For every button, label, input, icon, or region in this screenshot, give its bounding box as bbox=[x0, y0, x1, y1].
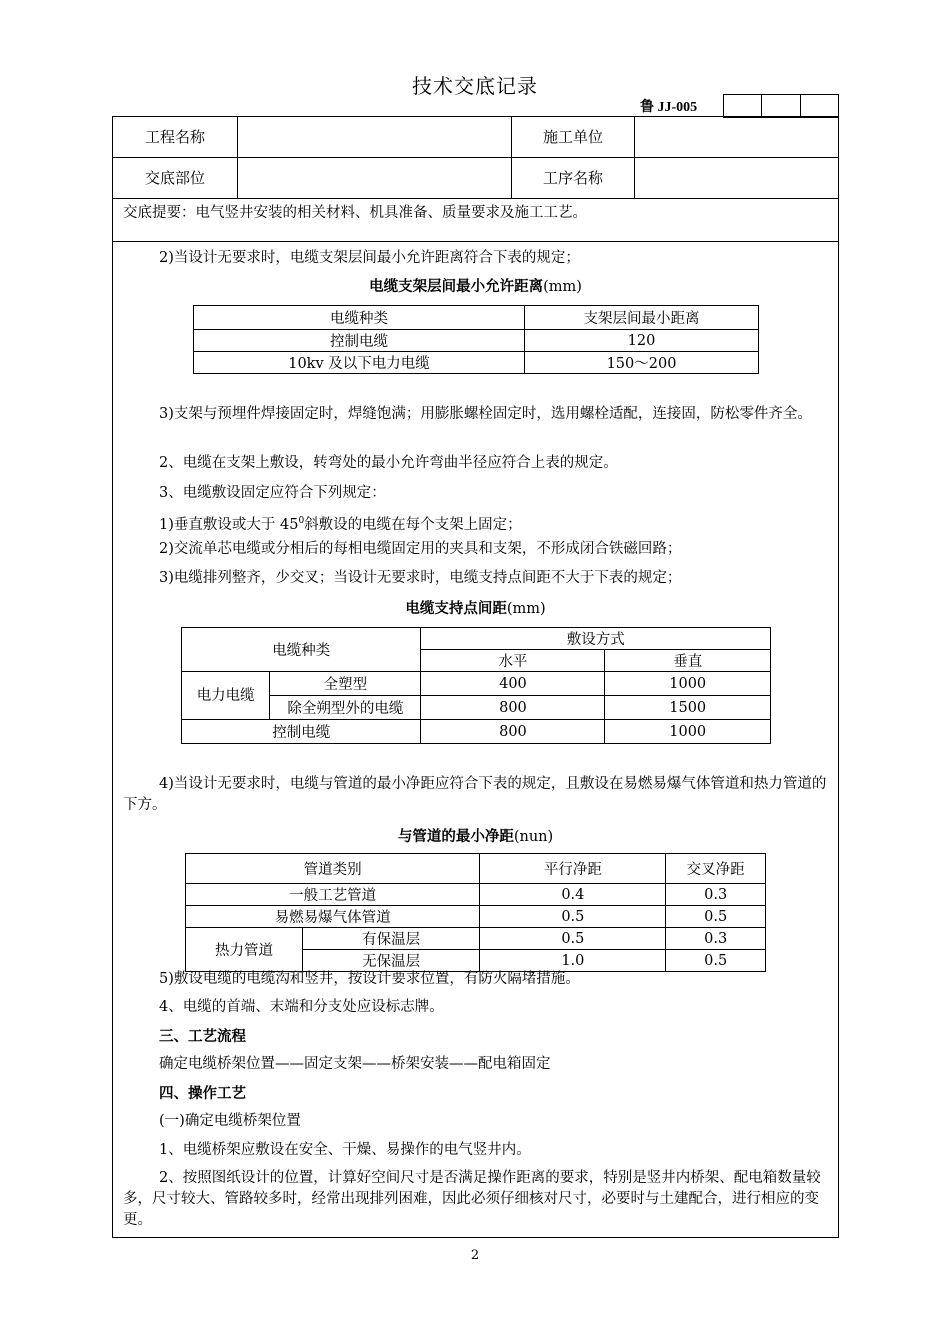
page-number: 2 bbox=[470, 1248, 480, 1263]
table2-power-cable: 电力电缆 bbox=[182, 672, 270, 720]
table-cell: 1000 bbox=[605, 672, 771, 696]
table-support-points bbox=[181, 627, 771, 744]
process-value bbox=[635, 158, 838, 198]
table2-caption: 电缆支持点间距(mm) bbox=[405, 600, 546, 617]
table-cell: 10kv 及以下电力电缆 bbox=[194, 352, 525, 374]
table1-caption: 电缆支架层间最小允许距离(mm) bbox=[369, 278, 582, 295]
table-cell: 除全朔型外的电缆 bbox=[270, 696, 421, 720]
header-row-2 bbox=[113, 158, 838, 199]
table-cell: 0.5 bbox=[480, 928, 666, 950]
table-cell: 1000 bbox=[605, 720, 771, 744]
heading-process-flow: 三、工艺流程 bbox=[159, 1028, 246, 1045]
table-cell: 控制电缆 bbox=[182, 720, 421, 744]
project-name-label: 工程名称 bbox=[113, 117, 238, 157]
process-label: 工序名称 bbox=[512, 158, 635, 198]
para-sign: 4、电缆的首端、末端和分支处应设标志牌。 bbox=[159, 999, 444, 1015]
table-cell: 400 bbox=[421, 672, 605, 696]
para-step-1-1: 1、电缆桥架应敷设在安全、干燥、易操作的电气竖井内。 bbox=[159, 1142, 531, 1158]
table-pipe-distance bbox=[185, 853, 766, 972]
table3-header-parallel: 平行净距 bbox=[480, 854, 666, 884]
table-cell: 无保温层 bbox=[303, 950, 480, 972]
table-cell: 800 bbox=[421, 696, 605, 720]
heading-operation: 四、操作工艺 bbox=[159, 1085, 246, 1102]
construction-unit-label: 施工单位 bbox=[512, 117, 635, 157]
table-cell: 全塑型 bbox=[270, 672, 421, 696]
document-code: 鲁 JJ-005 bbox=[640, 100, 698, 115]
para-step-1: (一)确定电缆桥架位置 bbox=[159, 1113, 301, 1129]
table-cell: 0.5 bbox=[480, 906, 666, 928]
table-cell: 有保温层 bbox=[303, 928, 480, 950]
table-cell: 120 bbox=[525, 330, 759, 352]
document-title: 技术交底记录 bbox=[412, 74, 538, 98]
part-label: 交底部位 bbox=[113, 158, 238, 198]
para-fixing-rules: 3、电缆敷设固定应符合下列规定： bbox=[159, 485, 386, 501]
table-cell: 1500 bbox=[605, 696, 771, 720]
table-support-spacing bbox=[193, 305, 759, 374]
table-cell: 1.0 bbox=[480, 950, 666, 972]
para-single-core: 2)交流单芯电缆或分相后的每相电缆固定用的夹具和支架，不形成闭合铁磁回路； bbox=[159, 541, 682, 557]
table-cell: 150～200 bbox=[525, 352, 759, 374]
table3-header-cross: 交叉净距 bbox=[666, 854, 766, 884]
code-boxes bbox=[723, 94, 839, 118]
table2-header-vertical: 垂直 bbox=[605, 650, 771, 672]
project-name-value bbox=[238, 117, 512, 157]
table-cell: 0.5 bbox=[666, 950, 766, 972]
record-frame bbox=[112, 116, 839, 1238]
table2-header-type: 电缆种类 bbox=[182, 628, 421, 672]
table-cell: 0.5 bbox=[666, 906, 766, 928]
part-value bbox=[238, 158, 512, 198]
para-support-spacing: 2)当设计无要求时，电缆支架层间最小允许距离符合下表的规定； bbox=[159, 250, 580, 266]
table-cell: 控制电缆 bbox=[194, 330, 525, 352]
para-bracket-fixing: 3)支架与预埋件焊接固定时，焊缝饱满；用膨胀螺栓固定时，选用螺栓适配，连接固，防松零件齐全。 bbox=[159, 406, 812, 422]
table-cell: 0.4 bbox=[480, 884, 666, 906]
para-pipe-distance: 4)当设计无要求时，电缆与管道的最小净距应符合下表的规定，且敷设在易燃易爆气体管道和热力管道的下方。 bbox=[123, 776, 827, 813]
table3-header-type: 管道类别 bbox=[186, 854, 480, 884]
table3-heat-pipe: 热力管道 bbox=[186, 928, 303, 972]
table-cell: 800 bbox=[421, 720, 605, 744]
para-step-1-2: 2、按照图纸设计的位置，计算好空间尺寸是否满足操作距离的要求，特别是竖井内桥架、配电箱数量较多，尺寸较大、管路较多时，经常出现排列困难，因此必须仔细核对尺寸，必要时与土建配合，进行相应的变更。 bbox=[123, 1170, 821, 1228]
table3-caption: 与管道的最小净距(nun) bbox=[397, 828, 554, 845]
para-process-flow: 确定电缆桥架位置——固定支架——桥架安装——配电箱固定 bbox=[159, 1056, 551, 1072]
table2-header-horizontal: 水平 bbox=[421, 650, 605, 672]
summary: 交底提要：电气竖井安装的相关材料、机具准备、质量要求及施工工艺。 bbox=[113, 198, 838, 242]
table1-header-type: 电缆种类 bbox=[194, 306, 525, 330]
para-fire-block: 5)敷设电缆的电缆沟和竖井，按设计要求位置，有防火隔堵措施。 bbox=[159, 971, 580, 987]
table-cell: 0.3 bbox=[666, 884, 766, 906]
table2-header-method: 敷设方式 bbox=[421, 628, 771, 650]
para-arrangement: 3)电缆排列整齐，少交叉；当设计无要求时，电缆支持点间距不大于下表的规定； bbox=[159, 570, 682, 586]
construction-unit-value bbox=[635, 117, 838, 157]
table-cell: 一般工艺管道 bbox=[186, 884, 480, 906]
table-cell: 0.3 bbox=[666, 928, 766, 950]
para-bend-radius: 2、电缆在支架上敷设，转弯处的最小允许弯曲半径应符合上表的规定。 bbox=[159, 455, 618, 471]
table1-header-distance: 支架层间最小距离 bbox=[525, 306, 759, 330]
table-cell: 易燃易爆气体管道 bbox=[186, 906, 480, 928]
para-vertical-fixing: 1)垂直敷设或大于 $45^0$斜敷设的电缆在每个支架上固定； bbox=[159, 516, 522, 533]
header-row-1 bbox=[113, 117, 838, 158]
